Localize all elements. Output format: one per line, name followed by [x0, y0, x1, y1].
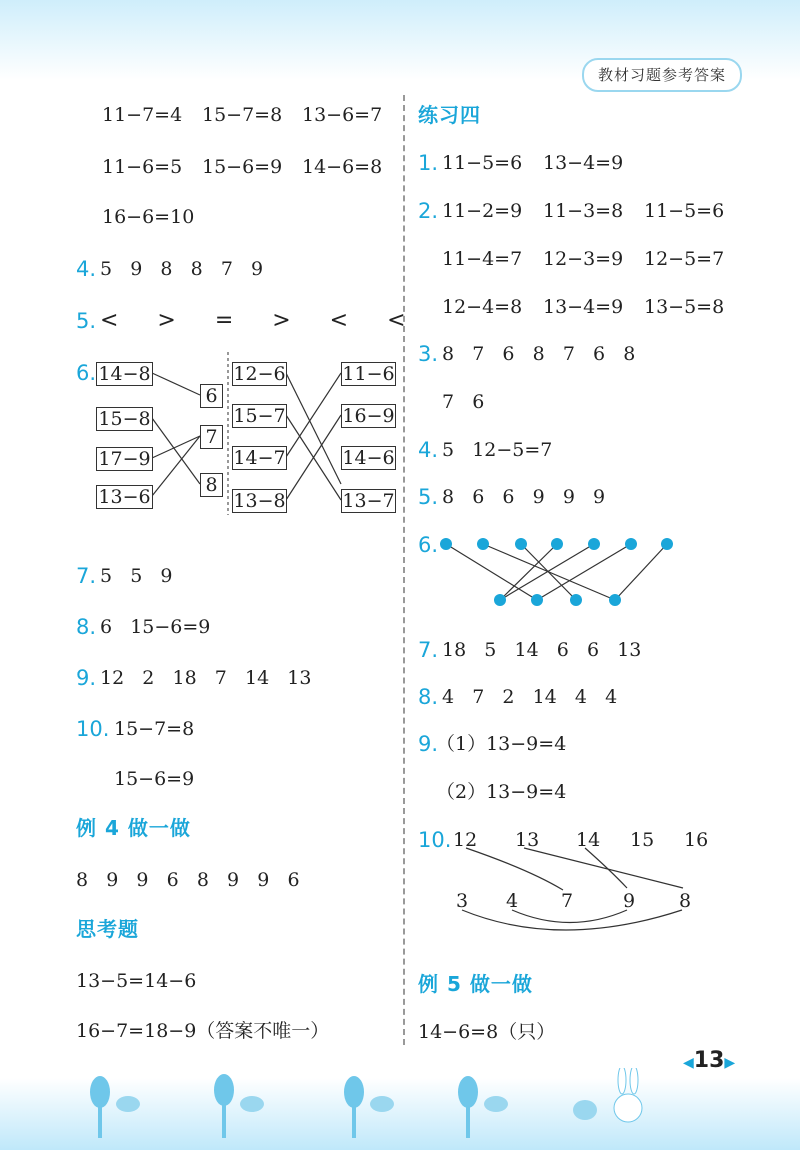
- answer: 5 9 8 8 7 9: [100, 258, 264, 280]
- answer: 11−3=8: [543, 200, 624, 222]
- answer: 16−6=10: [102, 206, 195, 228]
- number-top: 13: [515, 829, 540, 851]
- number-top: 14: [576, 829, 601, 851]
- answer: 8 7 6 8 7 6 8: [442, 343, 636, 365]
- answer: 13−5=14−6: [76, 970, 197, 992]
- question-number: 10.: [418, 828, 452, 852]
- tree-icon: [344, 1076, 394, 1138]
- question-number: 6.: [418, 533, 439, 557]
- number-top: 15: [630, 829, 655, 851]
- answer: 5 12−5=7: [442, 439, 553, 461]
- answer: 5 5 9: [100, 565, 173, 587]
- result-box: 7: [200, 425, 223, 449]
- header-badge: 教材习题参考答案: [582, 58, 742, 92]
- expression-box: 15−8: [96, 407, 153, 431]
- section-heading: 例 5 做一做: [418, 972, 533, 996]
- right-arrow-icon: ▶: [724, 1055, 736, 1071]
- question-number: 7.: [76, 564, 97, 588]
- answer: 13−4=9: [543, 296, 624, 318]
- question-number: 9.: [76, 666, 97, 690]
- tree-illustrations: [0, 1068, 800, 1150]
- answer: 8 9 9 6 8 9 9 6: [76, 869, 300, 891]
- question-number: 4.: [76, 257, 97, 281]
- expression-box: 16−9: [342, 405, 395, 427]
- answer: 15−7=8: [114, 718, 195, 740]
- question-number: 5.: [76, 309, 97, 333]
- expression-box: 14−7: [233, 447, 286, 469]
- question-number: 10.: [76, 717, 110, 741]
- tree-icon: [458, 1076, 508, 1138]
- answer: 11−2=9: [442, 200, 523, 222]
- answer: （1）13−9=4: [436, 733, 567, 755]
- expression-box: 12−6: [233, 363, 286, 385]
- expression-box: 15−7: [233, 405, 286, 427]
- answer: 14−6=8（只）: [418, 1021, 556, 1043]
- expression-box: 13−6: [96, 485, 153, 509]
- answer: 4 7 2 14 4 4: [442, 686, 618, 708]
- tree-icon: [90, 1076, 140, 1138]
- number-bottom: 8: [679, 890, 692, 912]
- answer: 13−6=7: [302, 104, 383, 126]
- answer: 11−6=5: [102, 156, 183, 178]
- answer: 15−6=9: [202, 156, 283, 178]
- section-heading: 练习四: [418, 103, 481, 127]
- rabbit-icon: [573, 1068, 642, 1122]
- question-number: 7.: [418, 638, 439, 662]
- number-bottom: 7: [561, 890, 574, 912]
- page-number-value: 13: [693, 1048, 725, 1073]
- question-number: 5.: [418, 485, 439, 509]
- number-bottom: 9: [623, 890, 636, 912]
- number-top: 16: [684, 829, 709, 851]
- number-top: 12: [453, 829, 478, 851]
- answer: 12−4=8: [442, 296, 523, 318]
- answer: 12−5=7: [644, 248, 725, 270]
- question-number: 2.: [418, 199, 439, 223]
- result-box: 6: [200, 384, 223, 408]
- question-number: 6.: [76, 361, 97, 385]
- tree-icon: [214, 1074, 264, 1138]
- answer: 11−5=6: [442, 152, 523, 174]
- left-arrow-icon: ◀: [683, 1055, 694, 1071]
- answer: （2）13−9=4: [436, 781, 567, 803]
- answer: 13−4=9: [543, 152, 624, 174]
- answer: 14−6=8: [302, 156, 383, 178]
- answer: 13−5=8: [644, 296, 725, 318]
- expression-box: 14−8: [96, 362, 153, 386]
- section-heading: 思考题: [76, 917, 139, 941]
- question-number: 9.: [418, 732, 439, 756]
- answer: 12−3=9: [543, 248, 624, 270]
- answer: 11−4=7: [442, 248, 523, 270]
- section-heading: 例 4 做一做: [76, 816, 191, 840]
- question-number: 8.: [76, 615, 97, 639]
- question-number: 3.: [418, 342, 439, 366]
- question-number: 8.: [418, 685, 439, 709]
- answer: 8 6 6 9 9 9: [442, 486, 606, 508]
- number-bottom: 4: [506, 890, 519, 912]
- expression-box: 17−9: [96, 447, 153, 471]
- result-box: 8: [200, 473, 223, 497]
- answer: 11−5=6: [644, 200, 725, 222]
- expression-box: 14−6: [342, 447, 395, 469]
- answer: 6 15−6=9: [100, 616, 211, 638]
- answer: 15−6=9: [114, 768, 195, 790]
- question-number: 1.: [418, 151, 439, 175]
- answer: 11−7=4: [102, 104, 183, 126]
- expression-box: 11−6: [342, 363, 395, 385]
- expression-box: 13−7: [342, 490, 395, 512]
- answer: 18 5 14 6 6 13: [442, 639, 642, 661]
- number-bottom: 3: [456, 890, 469, 912]
- answer: < > = > < <: [100, 308, 406, 333]
- question-number: 4.: [418, 438, 439, 462]
- answer: 15−7=8: [202, 104, 283, 126]
- answer: 16−7=18−9（答案不唯一）: [76, 1020, 330, 1042]
- answer: 12 2 18 7 14 13: [100, 667, 312, 689]
- answer: 7 6: [442, 391, 485, 413]
- expression-box: 13−8: [233, 490, 286, 512]
